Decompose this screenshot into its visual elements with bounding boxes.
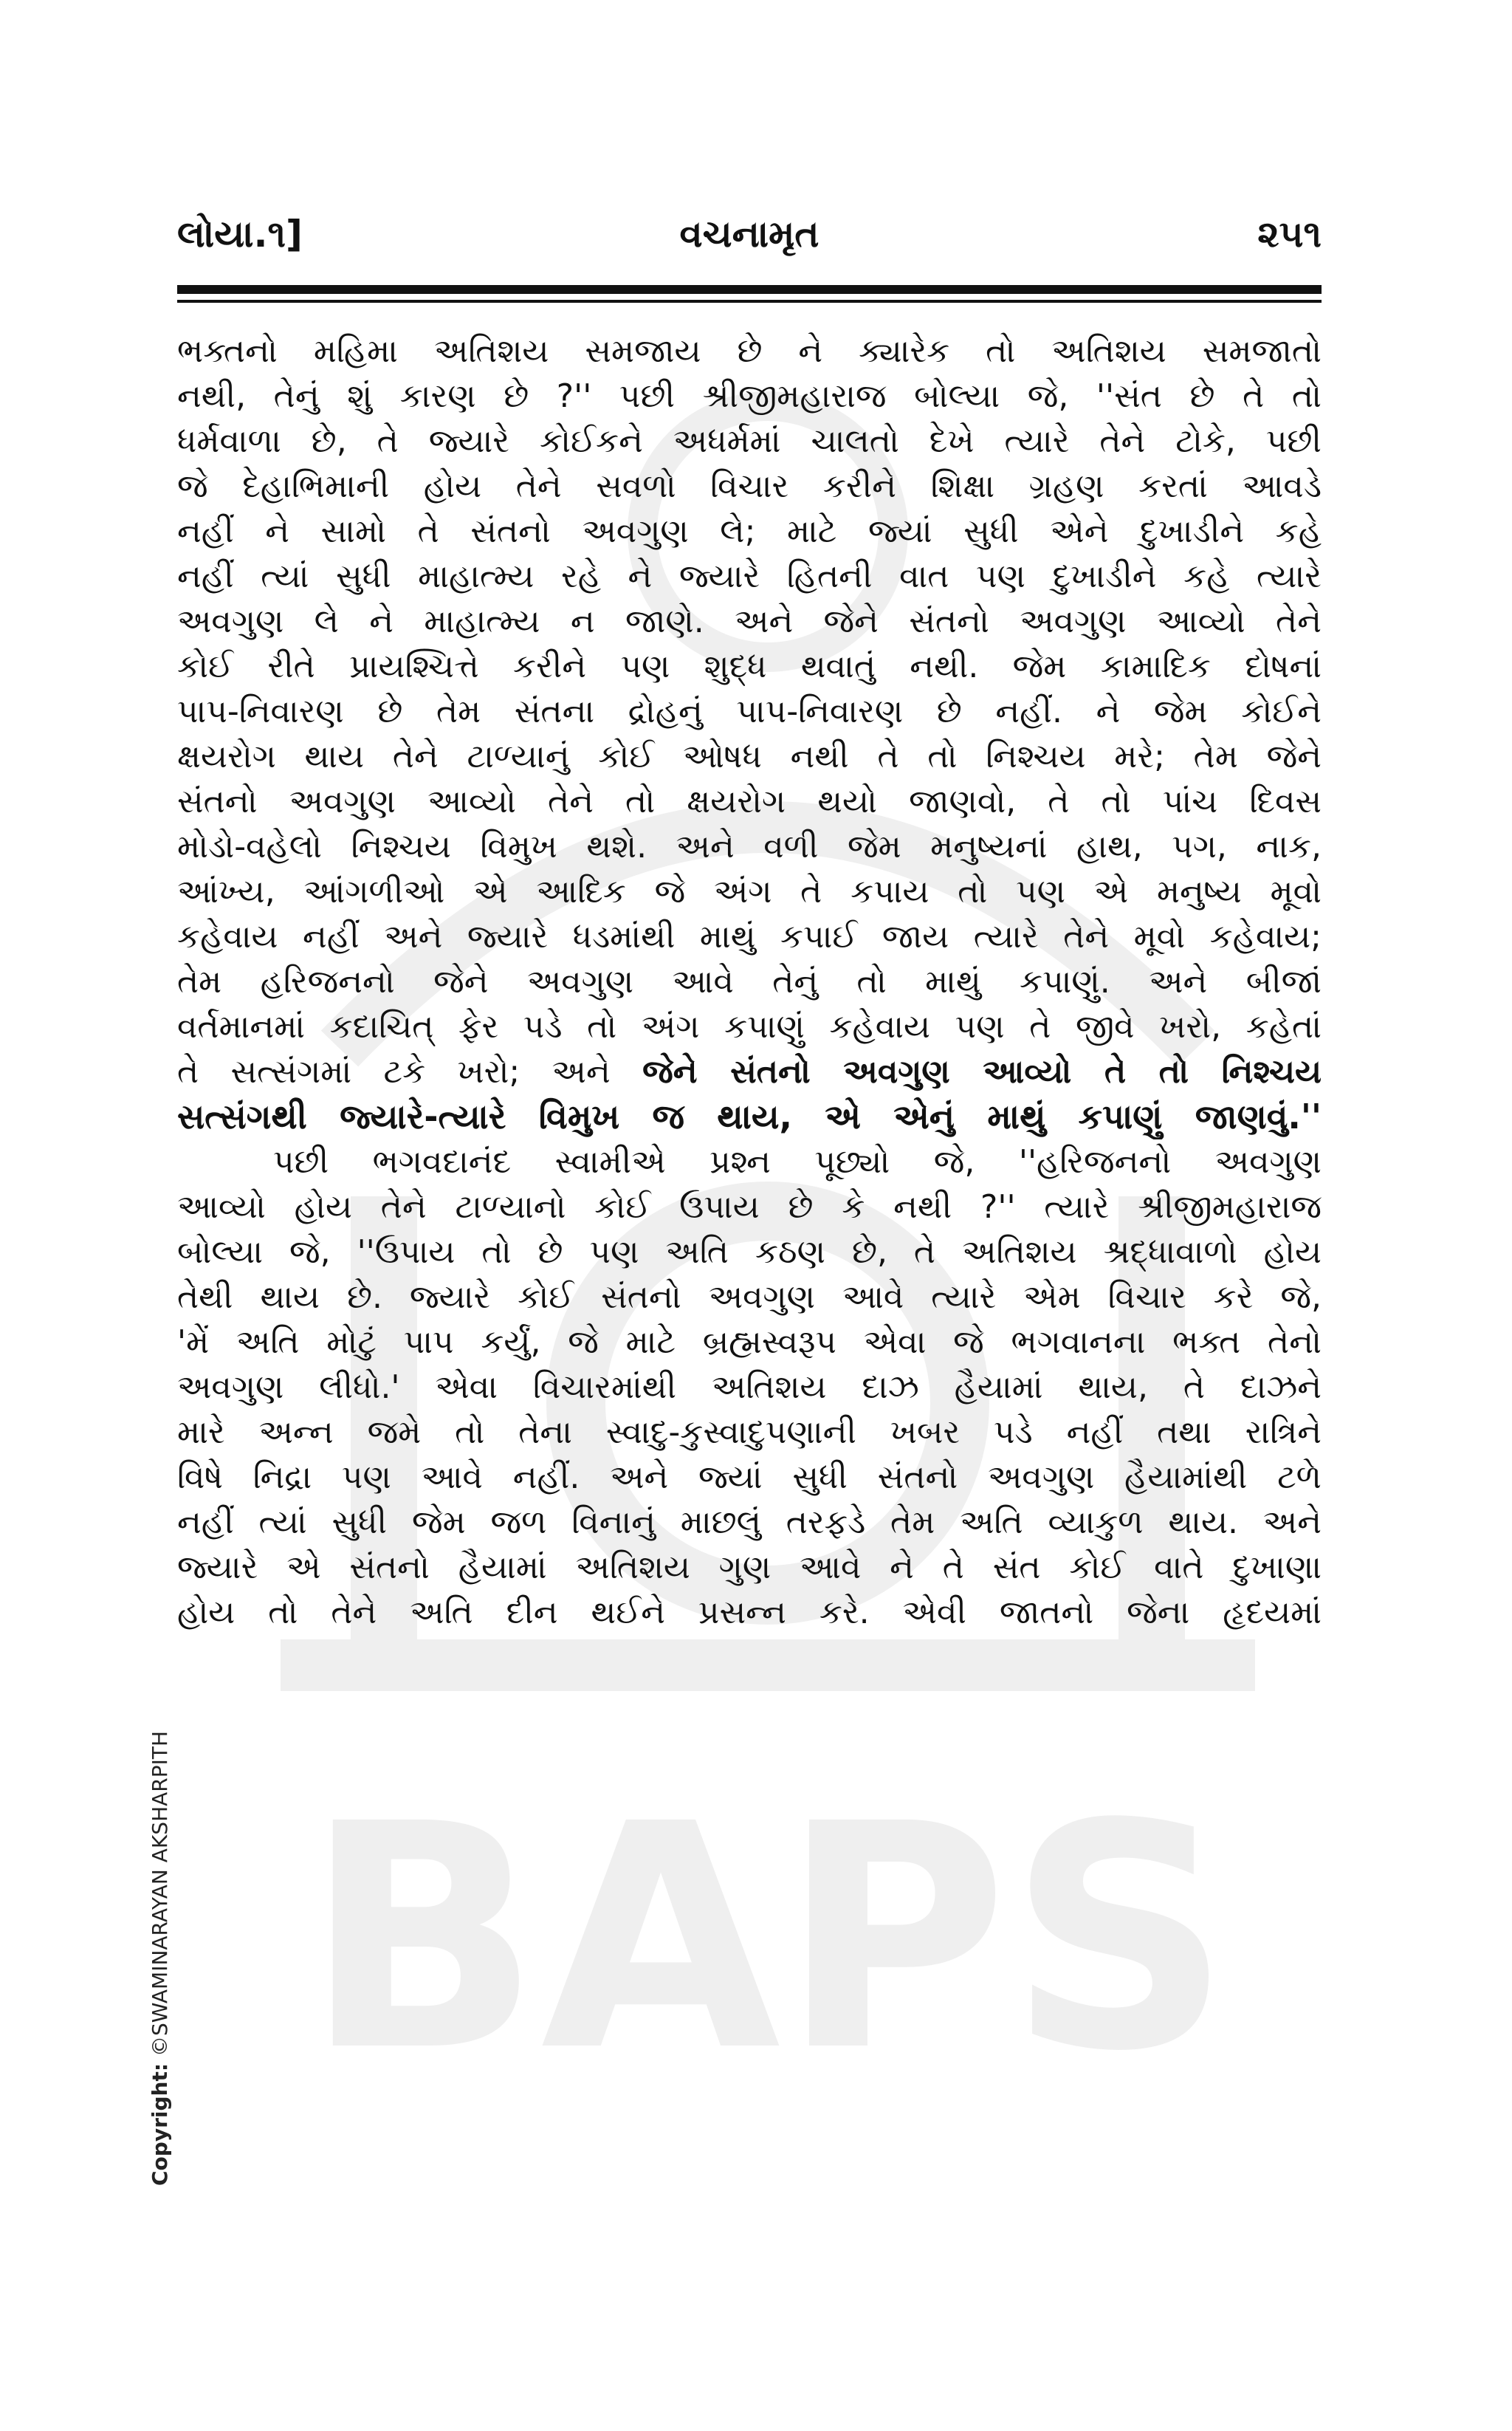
text-bold-segment: જેને સંતનો અવગુણ આવ્યો તે તો નિશ્ચય xyxy=(642,1053,1322,1091)
text-line: નહીં ત્યાં સુધી જેમ જળ વિનાનું માછલું તરફડે તેમ અતિ વ્યાકુળ થાય. અને xyxy=(177,1503,1322,1541)
text-line-paragraph-start: પછી ભગવદાનંદ સ્વામીએ પ્રશ્ન પૂછ્યો જે, ''હરિજનનો અવગુણ xyxy=(273,1143,1322,1181)
text-line: આવ્યો હોય તેને ટાળ્યાનો કોઈ ઉપાય છે કે નથી ?'' ત્યારે શ્રીજીમહારાજ xyxy=(177,1188,1322,1226)
text-line: અવગુણ લીધો.' એવા વિચારમાંથી અતિશય દાઝ હૈયામાં થાય, તે દાઝને xyxy=(177,1368,1322,1406)
text-line: હોય તો તેને અતિ દીન થઈને પ્રસન્ન કરે. એવી જાતનો જેના હૃદયમાં xyxy=(177,1594,1322,1631)
text-line: નહીં ને સામો તે સંતનો અવગુણ લે; માટે જ્યાં સુધી એને દુખાડીને કહે xyxy=(177,512,1322,550)
text-line: કહેવાય નહીં અને જ્યારે ધડમાંથી માથું કપાઈ જાય ત્યારે તેને મૂવો કહેવાય; xyxy=(177,918,1322,956)
text-line: જે દેહાભિમાની હોય તેને સવળો વિચાર કરીને શિક્ષા ગ્રહણ કરતાં આવડે xyxy=(177,467,1322,505)
text-line: તેમ હરિજનનો જેને અવગુણ આવે તેનું તો માથું કપાણું. અને બીજાં xyxy=(177,963,1322,1001)
text-line-bold: સત્સંગથી જ્યારે-ત્યારે વિમુખ જ થાય, એ એનું માથું કપાણું જાણવું.'' xyxy=(177,1097,1322,1136)
text-line: મારે અન્ન જમે તો તેના સ્વાદુ-કુસ્વાદુપણાની ખબર પડે નહીં તથા રાત્રિને xyxy=(177,1413,1322,1451)
page-number: ૨૫૧ xyxy=(1257,213,1322,256)
text-line: વર્તમાનમાં કદાચિત્ ફેર પડે તો અંગ કપાણું કહેવાય પણ તે જીવે ખરો, કહેતાં xyxy=(177,1008,1322,1046)
text-line: જ્યારે એ સંતનો હૈયામાં અતિશય ગુણ આવે ને તે સંત કોઈ વાતે દુખાણા xyxy=(177,1549,1322,1586)
svg-text:BAPS: BAPS xyxy=(304,1758,1231,2082)
text-line: નહીં ત્યાં સુધી માહાત્મ્ય રહે ને જ્યારે હિતની વાત પણ દુખાડીને કહે ત્યારે xyxy=(177,558,1322,595)
body-text xyxy=(177,329,1322,1635)
header-rule-thick xyxy=(177,285,1322,294)
header-chapter: લોયા.૧] xyxy=(177,213,303,256)
header-title: વચનામૃત xyxy=(679,213,819,256)
text-line: ભક્તનો મહિમા અતિશય સમજાય છે ને ક્યારેક તો અતિશય સમજાતો xyxy=(177,332,1322,370)
text-line: ક્ષયરોગ થાય તેને ટાળ્યાનું કોઈ ઓષધ નથી તે તો નિશ્ચય મરે; તેમ જેને xyxy=(177,738,1322,775)
text-line: કોઈ રીતે પ્રાયશ્ચિત્તે કરીને પણ શુદ્ધ થવાતું નથી. જેમ કામાદિક દોષનાં xyxy=(177,648,1322,685)
copyright-holder: ©SWAMINARAYAN AKSHARPITH xyxy=(148,1730,172,2057)
text-line: ધર્મવાળા છે, તે જ્યારે કોઈકને અધર્મમાં ચાલતો દેખે ત્યારે તેને ટોકે, પછી xyxy=(177,422,1322,460)
text-line: 'મેં અતિ મોટું પાપ કર્યું, જે માટે બ્રહ્મસ્વરૂપ એવા જે ભગવાનના ભક્ત તેનો xyxy=(177,1323,1322,1361)
text-line: બોલ્યા જે, ''ઉપાય તો છે પણ અતિ કઠણ છે, તે અતિશય શ્રદ્ધાવાળો હોય xyxy=(177,1233,1322,1271)
text-line: નથી, તેનું શું કારણ છે ?'' પછી શ્રીજીમહારાજ બોલ્યા જે, ''સંત છે તે તો xyxy=(177,377,1322,415)
text-line: આંખ્ય, આંગળીઓ એ આદિક જે અંગ તે કપાય તો પણ એ મનુષ્ય મૂવો xyxy=(177,873,1322,911)
text-line: મોડો-વહેલો નિશ્ચય વિમુખ થશે. અને વળી જેમ મનુષ્યનાં હાથ, પગ, નાક, xyxy=(177,828,1322,865)
copyright-notice xyxy=(148,1731,172,2186)
text-line: વિષે નિદ્રા પણ આવે નહીં. અને જ્યાં સુધી સંતનો અવગુણ હૈયામાંથી ટળે xyxy=(177,1458,1322,1496)
text-line: તેથી થાય છે. જ્યારે કોઈ સંતનો અવગુણ આવે ત્યારે એમ વિચાર કરે જે, xyxy=(177,1278,1322,1316)
page-header xyxy=(177,213,1322,279)
text-line: અવગુણ લે ને માહાત્મ્ય ન જાણે. અને જેને સંતનો અવગુણ આવ્યો તેને xyxy=(177,603,1322,640)
text-line-mixed xyxy=(177,1049,1322,1094)
text-line: પાપ-નિવારણ છે તેમ સંતના દ્રોહનું પાપ-નિવારણ છે નહીં. ને જેમ કોઈને xyxy=(177,693,1322,730)
text-line: સંતનો અવગુણ આવ્યો તેને તો ક્ષયરોગ થયો જાણવો, તે તો પાંચ દિવસ xyxy=(177,783,1322,820)
text-normal-segment: તે સત્સંગમાં ટકે ખરો; અને xyxy=(177,1053,643,1091)
copyright-label: Copyright: xyxy=(148,2063,172,2186)
header-rule-thin xyxy=(177,300,1322,303)
